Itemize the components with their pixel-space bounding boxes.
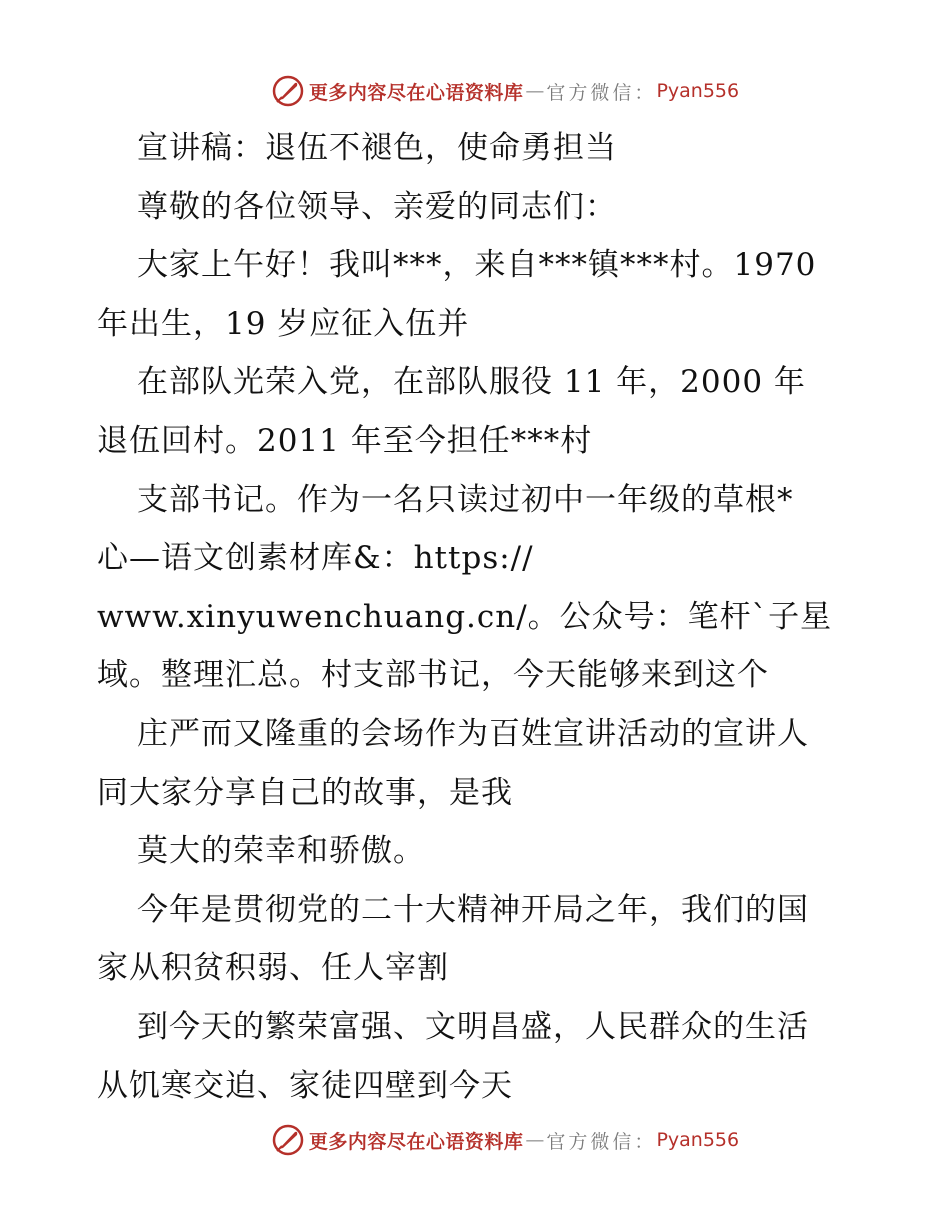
footer-watermark xyxy=(0,1120,950,1160)
doc-line: 莫大的荣幸和骄傲。 xyxy=(137,833,425,870)
header-watermark xyxy=(0,71,950,111)
doc-line: 庄严而又隆重的会场作为百姓宣讲活动的宣讲人 xyxy=(137,715,809,752)
feather-pen-icon xyxy=(271,1123,305,1157)
doc-line: 退伍回村。2011 年至今担任***村 xyxy=(97,422,593,459)
doc-line: 到今天的繁荣富强、文明昌盛，人民群众的生活 xyxy=(137,1008,809,1045)
doc-line: 尊敬的各位领导、亲爱的同志们： xyxy=(137,188,617,225)
doc-line: 年出生，19 岁应征入伍并 xyxy=(97,305,470,342)
doc-line: 在部队光荣入党，在部队服役 11 年，2000 年 xyxy=(137,364,806,401)
doc-title: 宣讲稿：退伍不褪色，使命勇担当 xyxy=(137,130,617,166)
doc-line: 同大家分享自己的故事，是我 xyxy=(97,774,513,811)
doc-line: 域。整理汇总。村支部书记，今天能够来到这个 xyxy=(97,657,769,694)
watermark-main-text: 更多内容尽在心语资料库 xyxy=(308,81,524,104)
watermark-wechat-id: Pyan556 xyxy=(656,80,740,102)
watermark-main-text: 更多内容尽在心语资料库 xyxy=(308,1130,524,1153)
doc-line: 支部书记。作为一名只读过初中一年级的草根* xyxy=(137,481,794,518)
watermark-wechat-id: Pyan556 xyxy=(656,1129,740,1151)
watermark-dash: — xyxy=(525,80,545,102)
doc-line: www.xinyuwenchuang.cn/。公众号：笔杆`子星 xyxy=(97,598,833,635)
watermark-dash: — xyxy=(525,1129,545,1151)
doc-line: 心—语文创素材库&：https:// xyxy=(97,540,534,577)
document-body xyxy=(97,119,857,1115)
feather-pen-icon xyxy=(271,74,305,108)
doc-line: 今年是贯彻党的二十大精神开局之年，我们的国 xyxy=(137,891,809,928)
doc-line: 大家上午好！我叫***，来自***镇***村。1970 xyxy=(137,247,817,284)
doc-line: 从饥寒交迫、家徒四壁到今天 xyxy=(97,1067,513,1104)
watermark-label: 官方微信： xyxy=(546,81,657,104)
doc-line: 家从积贫积弱、任人宰割 xyxy=(97,950,449,987)
watermark-label: 官方微信： xyxy=(546,1130,657,1153)
